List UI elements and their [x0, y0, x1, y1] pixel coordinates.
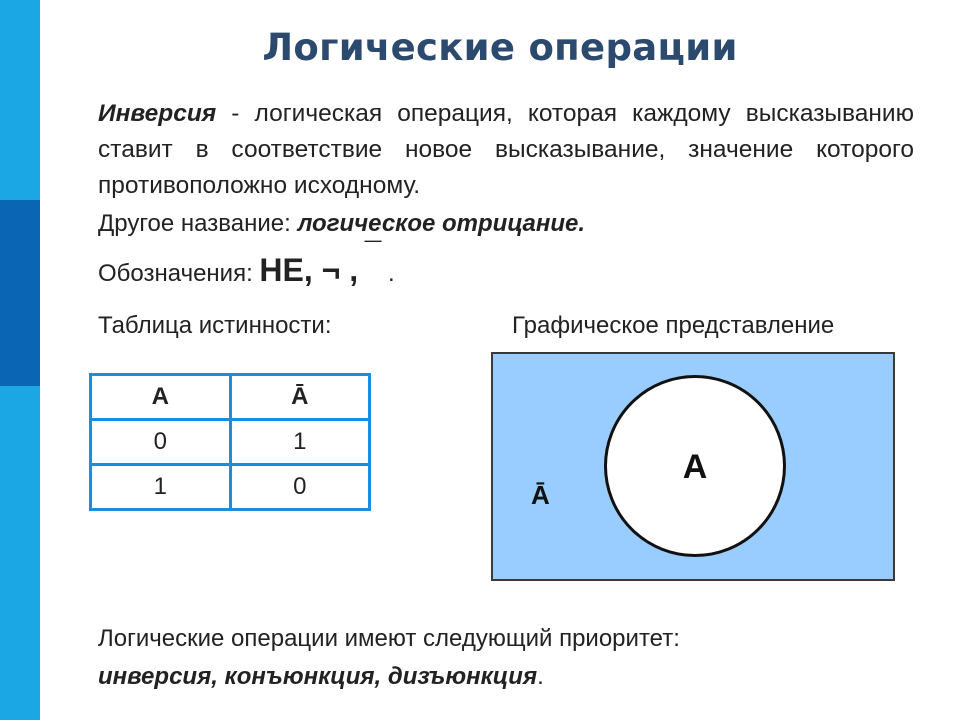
graph-label: Графическое представление	[512, 312, 835, 339]
table-cell: 1	[230, 420, 370, 465]
table-row	[91, 465, 370, 510]
table-cell: 0	[91, 420, 231, 465]
table-cell: 0	[230, 465, 370, 510]
notations-end: .	[381, 260, 395, 287]
alt-name-value: логическое отрицание.	[297, 210, 586, 237]
header-a: A	[91, 375, 231, 420]
table-row	[91, 420, 370, 465]
table-cell: 1	[91, 465, 231, 510]
truth-table	[89, 373, 371, 511]
priority-order: инверсия, конъюнкция, дизъюнкция	[98, 663, 538, 690]
header-not-a: Ā	[230, 375, 370, 420]
notation-macron: ¯	[364, 237, 382, 270]
side-bar-accent	[0, 200, 40, 386]
set-a-circle	[604, 375, 786, 557]
definition-text: - логическая операция, которая каждому высказыванию ставит в соответствие новое высказывание, значение которого противоположно исходному.	[98, 100, 914, 199]
complement-label: Ā	[531, 480, 550, 510]
notation-symbols: НЕ, ¬ ,	[259, 252, 359, 288]
slide-title: Логические операции	[262, 26, 738, 69]
alt-name-line	[98, 210, 585, 238]
priority-text: Логические операции имеют следующий приоритет:	[98, 625, 680, 652]
truth-table-header-row	[91, 375, 370, 420]
set-a-label: A	[682, 448, 708, 486]
truth-table-label: Таблица истинности:	[98, 312, 332, 339]
priority-order-line	[98, 658, 680, 696]
venn-diagram	[491, 352, 895, 581]
priority-end: .	[537, 663, 544, 690]
alt-name-label: Другое название:	[98, 210, 298, 237]
definition-paragraph	[60, 96, 914, 204]
definition-first-line	[60, 96, 914, 204]
definition-term: Инверсия	[98, 100, 217, 127]
priority-note	[98, 620, 680, 696]
notations-line	[98, 237, 395, 296]
notations-label: Обозначения:	[98, 260, 260, 287]
